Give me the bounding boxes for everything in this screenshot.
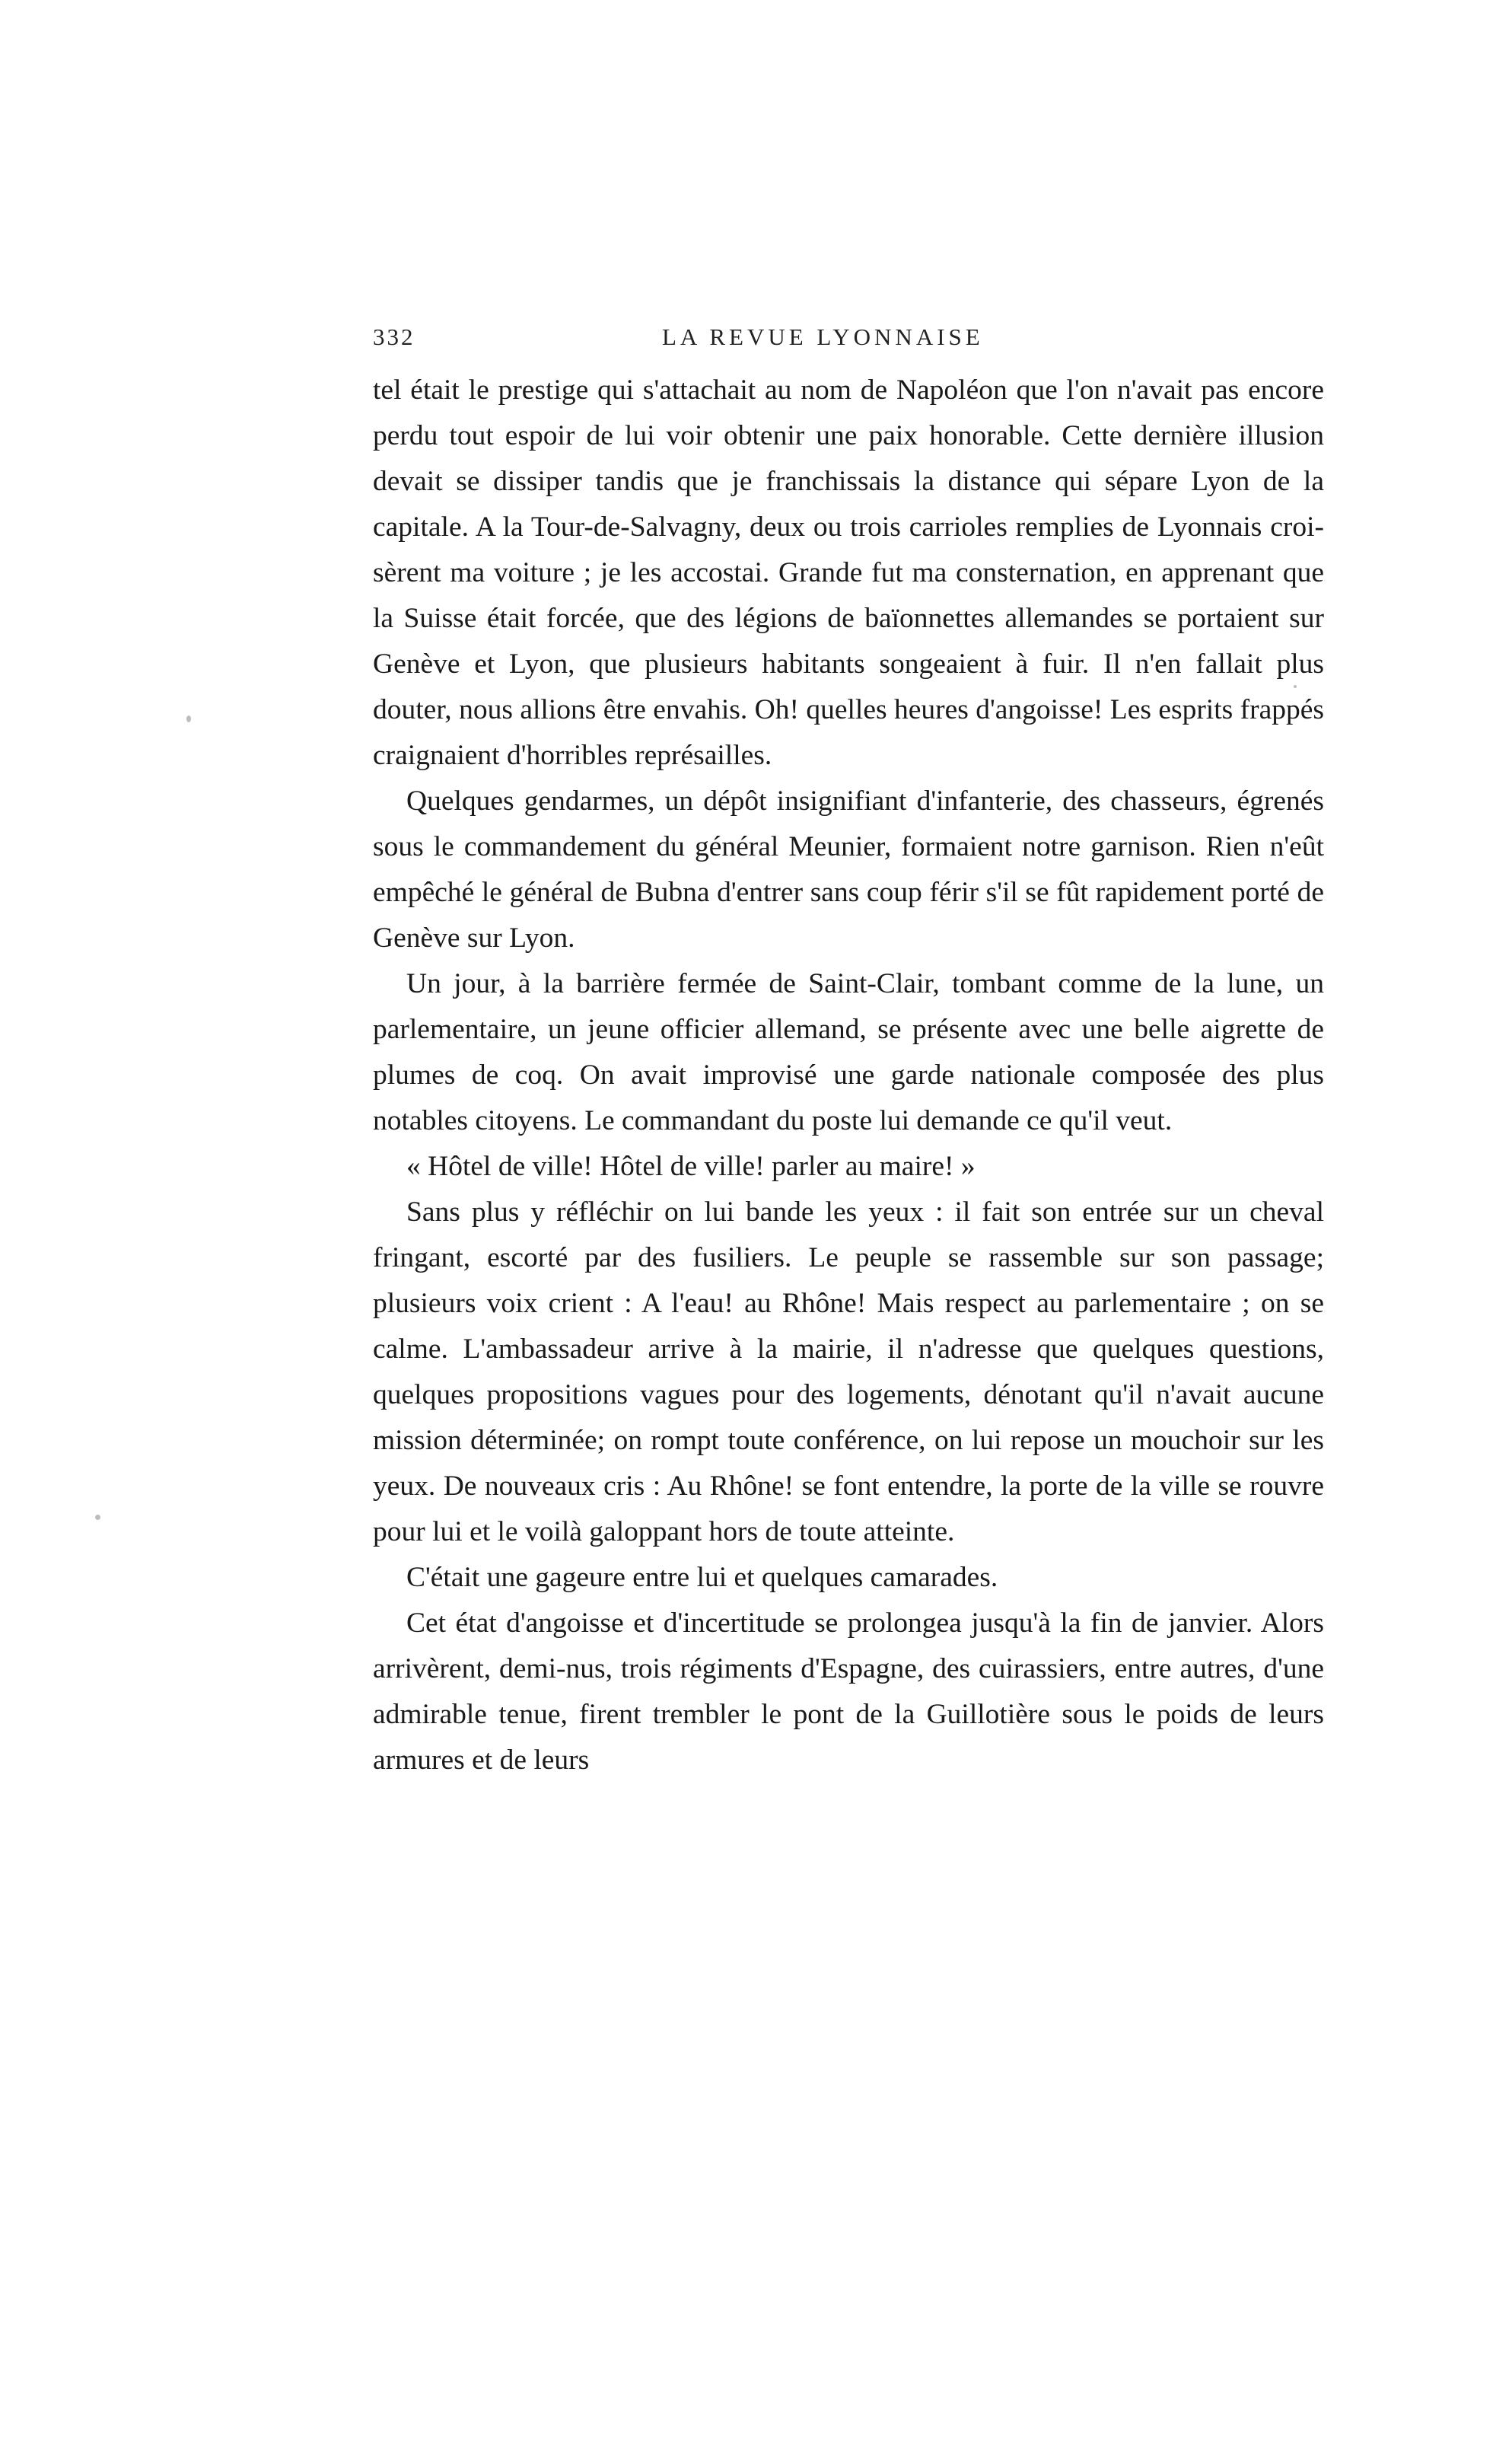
page-number: 332	[373, 323, 415, 350]
paragraph: C'était une gageure entre lui et quelques camarades.	[406, 1562, 998, 1593]
paragraph: Sans plus y réfléchir on lui bande les yeux : il fait son entrée sur un cheval fringant, escorté par des fusiliers. Le peuple se rassemble sur son passage; plusieurs voix crient : A l'eau! au Rhône! Mais respect au parlementaire ; on se calme. L'ambassadeur arrive à la mairie, il n'adresse que quelques questions, quelques propositions vagues pour des logements, dénotant qu'il n'avait aucune mission déterminée; on rompt toute conférence, on lui repose un mouchoir sur les yeux. De nouveaux cris : Au Rhône! se font entendre, la porte de la ville se rouvre pour lui et le voilà galoppant hors de toute atteinte.	[373, 1196, 1324, 1547]
book-page	[373, 323, 1324, 1783]
paragraph: Quelques gendarmes, un dépôt insignifiant d'infanterie, des chasseurs, égrenés sous le commandement du général Meunier, formaient notre garnison. Rien n'eût empêché le général de Bubna d'entrer sans coup férir s'il se fût rapidement porté de Genève sur Lyon.	[373, 785, 1324, 954]
paper-speck	[95, 1515, 100, 1520]
paragraph: Un jour, à la barrière fermée de Saint-Clair, tombant comme de la lune, un parlementaire, un jeune officier allemand, se présente avec une belle aigrette de plumes de coq. On avait improvisé une garde nationale composée des plus notables citoyens. Le commandant du poste lui demande ce qu'il veut.	[373, 968, 1324, 1136]
paragraph-continued: tel était le prestige qui s'attachait au nom de Napoléon que l'on n'avait pas encore perdu tout espoir de lui voir obtenir une paix honorable. Cette dernière illusion devait se dissiper tandis que je franchissais la distance qui sépare Lyon de la capitale. A la Tour-de-Salvagny, deux ou trois carrioles remplies de Lyonnais croisèrent ma voiture ; je les accostai. Grande fut ma consternation, en apprenant que la Suisse était forcée, que des légions de baïonnettes allemandes se portaient sur Genève et Lyon, que plusieurs habitants songeaient à fuir. Il n'en fallait plus douter, nous allions être envahis. Oh! quelles heures d'angoisse! Les esprits frappés craignaient d'horribles représailles.	[373, 374, 1324, 771]
running-head	[373, 323, 1324, 357]
paper-speck	[186, 715, 191, 722]
journal-title: LA REVUE LYONNAISE	[662, 323, 984, 350]
quotation-line: « Hôtel de ville! Hôtel de ville! parler au maire! »	[406, 1151, 976, 1182]
body-text	[373, 368, 1324, 1783]
paragraph: Cet état d'angoisse et d'incertitude se prolongea jusqu'à la fin de janvier. Alors arrivèrent, demi-nus, trois régiments d'Espagne, des cuirassiers, entre autres, d'une admirable tenue, firent trembler le pont de la Guillotière sous le poids de leurs armures et de leurs	[373, 1607, 1324, 1776]
